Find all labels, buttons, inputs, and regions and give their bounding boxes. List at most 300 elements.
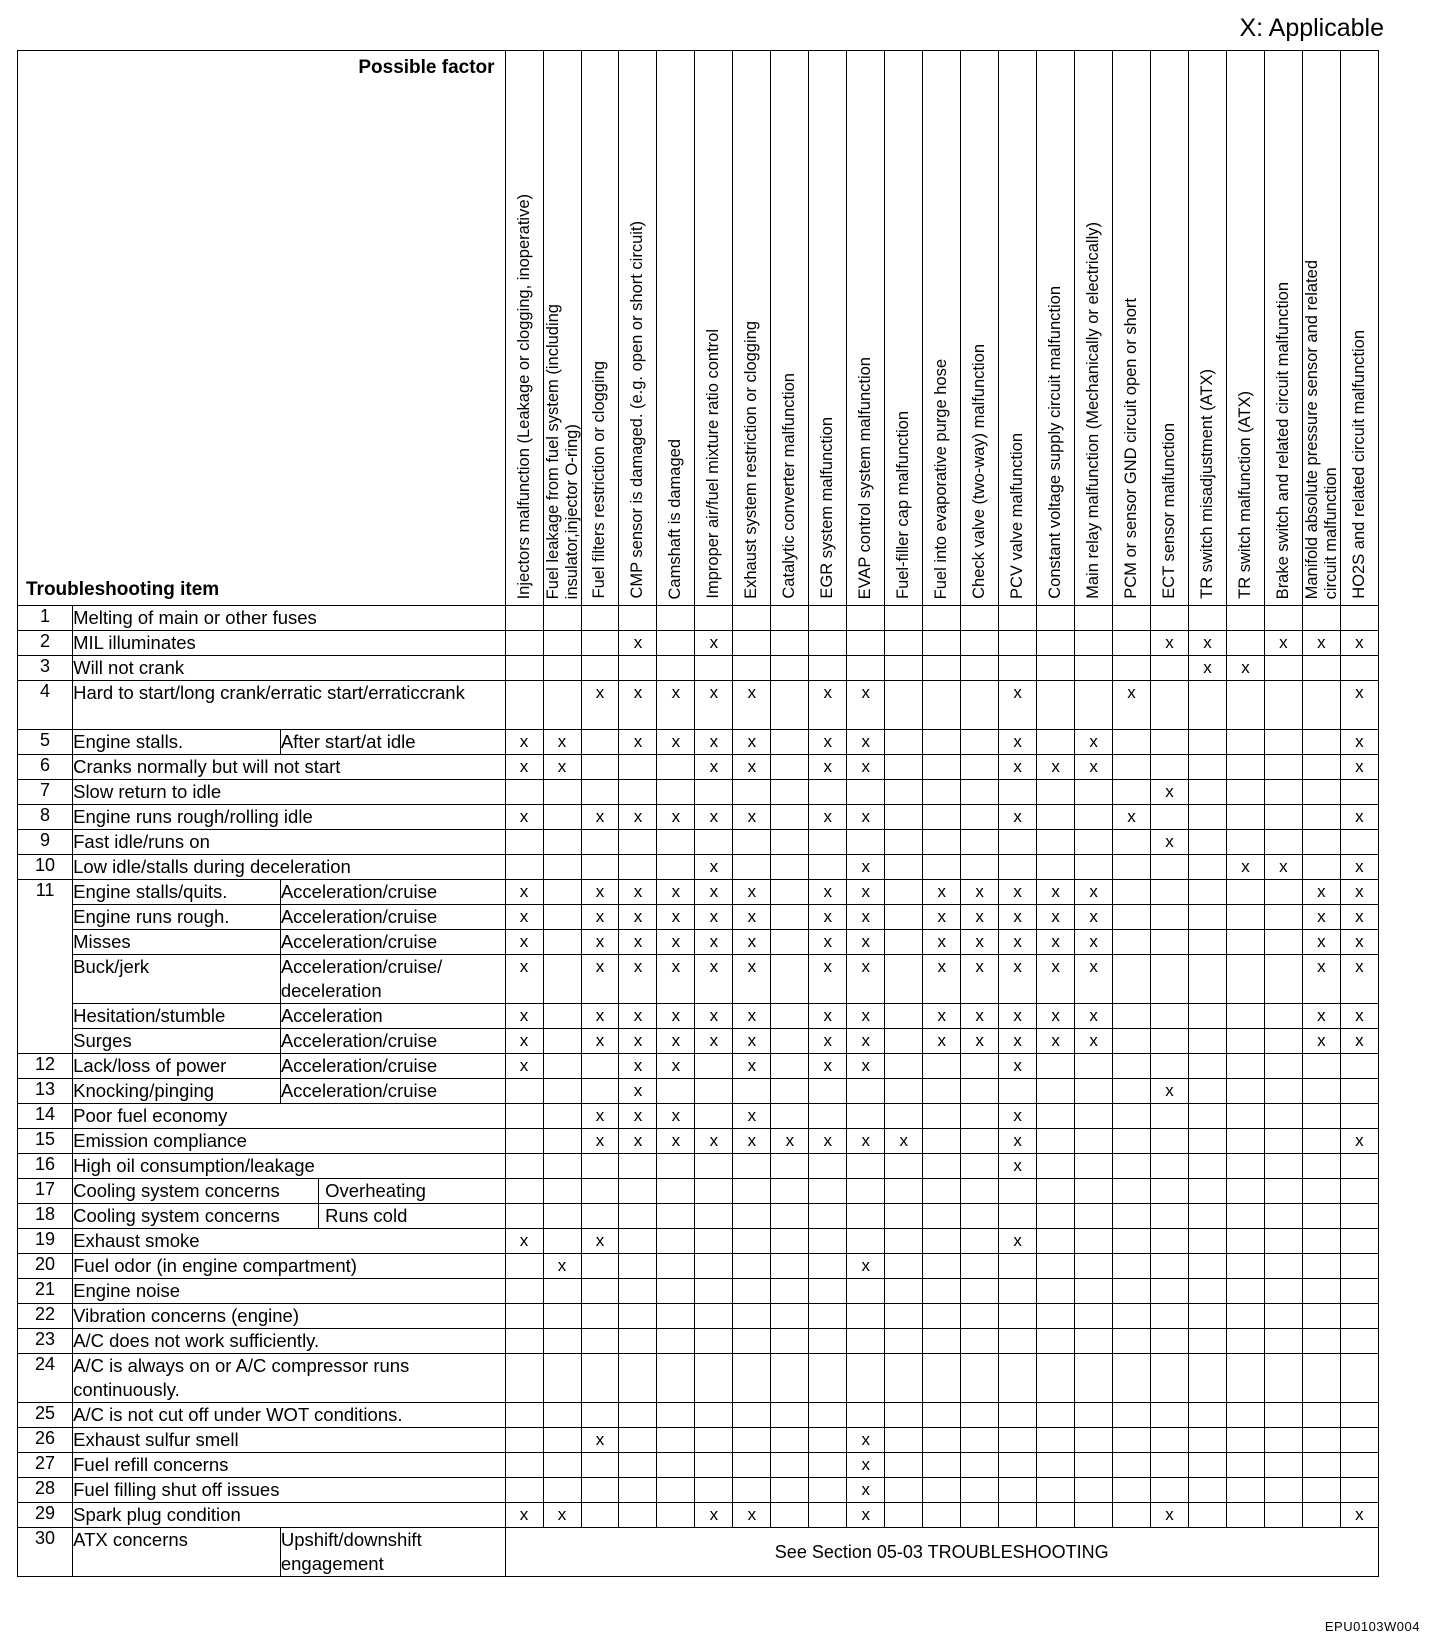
applicable-cell (771, 1054, 809, 1079)
row-number-cell: 29 (18, 1503, 73, 1528)
item-description-cell: High oil consumption/leakage (73, 1154, 505, 1179)
applicable-cell (543, 1004, 581, 1029)
applicable-cell (885, 1354, 923, 1403)
applicable-cell (619, 1428, 657, 1453)
applicable-cell (619, 755, 657, 780)
applicable-cell (1226, 1129, 1264, 1154)
applicable-cell (1113, 1054, 1151, 1079)
applicable-cell (1189, 1079, 1227, 1104)
applicable-cell (543, 1154, 581, 1179)
applicable-cell (657, 1154, 695, 1179)
applicable-cell (733, 1179, 771, 1204)
applicable-mark: x (847, 930, 885, 955)
applicable-cell (657, 1254, 695, 1279)
applicable-mark: x (999, 905, 1037, 930)
applicable-mark: x (1340, 1029, 1378, 1054)
applicable-cell (695, 1204, 733, 1229)
applicable-cell (1151, 656, 1189, 681)
applicable-cell (809, 1329, 847, 1354)
applicable-cell (695, 1428, 733, 1453)
applicable-cell (1075, 1154, 1113, 1179)
factor-label (742, 321, 761, 599)
applicable-mark: x (695, 880, 733, 905)
applicable-mark: x (1340, 930, 1378, 955)
applicable-cell (961, 1453, 999, 1478)
row-number-cell: 5 (18, 730, 73, 755)
applicable-cell (923, 681, 961, 730)
item-description-cell: Fuel refill concerns (73, 1453, 505, 1478)
condition-cell: Acceleration/cruise (280, 1079, 505, 1104)
applicable-mark: x (733, 1503, 771, 1528)
applicable-mark: x (999, 955, 1037, 1004)
table-row (18, 755, 1417, 780)
applicable-cell (619, 855, 657, 880)
applicable-cell (1226, 830, 1264, 855)
applicable-cell (505, 1329, 543, 1354)
table-row (18, 1029, 1417, 1054)
applicable-cell (1037, 855, 1075, 880)
applicable-cell (695, 1054, 733, 1079)
applicable-cell (999, 1204, 1037, 1229)
applicable-cell (961, 1129, 999, 1154)
applicable-cell (1113, 1279, 1151, 1304)
applicable-cell (1189, 1428, 1227, 1453)
applicable-cell (1340, 1279, 1378, 1304)
applicable-cell (1340, 606, 1378, 631)
applicable-cell (809, 1279, 847, 1304)
applicable-cell (1189, 1329, 1227, 1354)
applicable-cell (505, 855, 543, 880)
factor-label-line: Fuel into evaporative purge hose (932, 358, 951, 599)
applicable-cell (771, 1029, 809, 1054)
table-row (18, 1229, 1417, 1254)
applicable-cell (733, 1329, 771, 1354)
applicable-cell (657, 631, 695, 656)
row-number-cell: 30 (18, 1528, 73, 1577)
figure-code: EPU0103W004 (1324, 1619, 1420, 1634)
table-row (18, 1154, 1417, 1179)
applicable-cell (1264, 1129, 1302, 1154)
applicable-mark: x (733, 930, 771, 955)
applicable-cell (961, 1229, 999, 1254)
item-description-cell: Engine runs rough. (73, 905, 281, 930)
applicable-cell (885, 1054, 923, 1079)
applicable-cell (1302, 1104, 1340, 1129)
applicable-cell (885, 1478, 923, 1503)
item-description-cell: Buck/jerk (73, 955, 281, 1004)
applicable-mark: x (999, 681, 1037, 730)
applicable-cell (1113, 1329, 1151, 1354)
applicable-cell (1302, 805, 1340, 830)
item-description-cell: A/C does not work sufficiently. (73, 1329, 505, 1354)
condition-text: Overheating (318, 1179, 426, 1203)
row-number-cell: 14 (18, 1104, 73, 1129)
factor-label-line: CMP sensor is damaged. (e.g. open or short circuit) (628, 221, 647, 599)
applicable-mark: x (657, 1129, 695, 1154)
applicable-mark: x (733, 805, 771, 830)
applicable-cell (885, 905, 923, 930)
applicable-cell (1302, 1279, 1340, 1304)
applicable-mark: x (999, 1129, 1037, 1154)
applicable-cell (733, 855, 771, 880)
applicable-cell (1226, 1478, 1264, 1503)
table-row (18, 730, 1417, 755)
applicable-mark: x (733, 755, 771, 780)
applicable-mark: x (581, 681, 619, 730)
applicable-cell (619, 656, 657, 681)
table-row (18, 656, 1417, 681)
row-number-cell: 19 (18, 1229, 73, 1254)
applicable-mark: x (1340, 1503, 1378, 1528)
applicable-cell (1151, 805, 1189, 830)
applicable-cell (771, 1403, 809, 1428)
applicable-mark: x (505, 1503, 543, 1528)
applicable-mark: x (657, 1104, 695, 1129)
applicable-mark: x (619, 730, 657, 755)
applicable-mark: x (999, 730, 1037, 755)
applicable-cell (619, 1154, 657, 1179)
applicable-cell (961, 1154, 999, 1179)
applicable-mark: x (1340, 755, 1378, 780)
possible-factor-heading: Possible factor (358, 57, 495, 78)
applicable-cell (1226, 681, 1264, 730)
table-row (18, 1329, 1417, 1354)
item-description-cell: A/C is always on or A/C compressor runs continuously. (73, 1354, 505, 1403)
row-number-cell: 26 (18, 1428, 73, 1453)
factor-label (1198, 369, 1217, 599)
applicable-mark: x (809, 755, 847, 780)
applicable-cell (1226, 1304, 1264, 1329)
applicable-cell (1264, 905, 1302, 930)
applicable-cell (505, 656, 543, 681)
applicable-cell (961, 1304, 999, 1329)
applicable-cell (543, 1079, 581, 1104)
applicable-cell (543, 830, 581, 855)
applicable-cell (733, 1154, 771, 1179)
applicable-mark: x (1113, 681, 1151, 730)
applicable-cell (1189, 1403, 1227, 1428)
applicable-cell (1264, 730, 1302, 755)
applicable-cell (885, 606, 923, 631)
applicable-cell (1264, 1254, 1302, 1279)
applicable-cell (1037, 780, 1075, 805)
factor-label-line: TR switch malfunction (ATX) (1235, 391, 1254, 599)
item-description-cell: ATX concerns (73, 1528, 281, 1577)
factor-label-line: EVAP control system malfunction (856, 356, 875, 599)
applicable-cell (1226, 631, 1264, 656)
applicable-cell (1075, 1104, 1113, 1129)
item-description-cell: Knocking/pinging (73, 1079, 281, 1104)
applicable-cell (771, 1304, 809, 1329)
applicable-mark: x (1340, 1004, 1378, 1029)
applicable-cell (733, 1229, 771, 1254)
applicable-cell (771, 1154, 809, 1179)
applicable-mark: x (1340, 805, 1378, 830)
applicable-cell (809, 1179, 847, 1204)
applicable-cell (695, 830, 733, 855)
applicable-cell (1075, 855, 1113, 880)
item-description-cell: Engine noise (73, 1279, 505, 1304)
factor-header-cell (581, 51, 619, 606)
applicable-cell (923, 1354, 961, 1403)
applicable-mark: x (847, 1004, 885, 1029)
applicable-cell (581, 1503, 619, 1528)
applicable-cell (1113, 1179, 1151, 1204)
applicable-cell (1151, 905, 1189, 930)
table-row (18, 930, 1417, 955)
applicable-mark: x (1075, 755, 1113, 780)
applicable-cell (961, 1204, 999, 1229)
factor-label (1160, 423, 1179, 599)
applicable-cell (1151, 1403, 1189, 1428)
applicable-cell (1340, 1079, 1378, 1104)
applicable-cell (505, 1304, 543, 1329)
row-number-cell: 3 (18, 656, 73, 681)
applicable-cell (1264, 1054, 1302, 1079)
applicable-cell (1264, 681, 1302, 730)
applicable-cell (809, 1428, 847, 1453)
applicable-cell (505, 1453, 543, 1478)
applicable-cell (657, 1503, 695, 1528)
applicable-cell (1075, 805, 1113, 830)
applicable-cell (1302, 755, 1340, 780)
applicable-mark: x (961, 1029, 999, 1054)
applicable-cell (771, 681, 809, 730)
applicable-cell (961, 1279, 999, 1304)
applicable-cell (923, 780, 961, 805)
applicable-cell (1226, 1004, 1264, 1029)
applicable-cell (657, 780, 695, 805)
applicable-cell (999, 1329, 1037, 1354)
factor-label (932, 359, 951, 599)
applicable-cell (771, 1204, 809, 1229)
applicable-cell (505, 1478, 543, 1503)
factor-label-line: Fuel-filler cap malfunction (894, 411, 913, 599)
factor-header-cell (923, 51, 961, 606)
applicable-cell (923, 1254, 961, 1279)
applicable-cell (543, 1029, 581, 1054)
applicable-mark: x (657, 880, 695, 905)
applicable-cell (1226, 730, 1264, 755)
applicable-cell (733, 631, 771, 656)
applicable-cell (1189, 955, 1227, 1004)
applicable-mark: x (809, 1054, 847, 1079)
applicable-cell (733, 1354, 771, 1403)
applicable-cell (771, 1329, 809, 1354)
table-row (18, 855, 1417, 880)
applicable-mark: x (619, 905, 657, 930)
applicable-mark: x (581, 955, 619, 1004)
applicable-cell (1302, 1329, 1340, 1354)
applicable-cell (1189, 1179, 1227, 1204)
applicable-mark: x (999, 1029, 1037, 1054)
applicable-mark: x (505, 955, 543, 1004)
applicable-cell (581, 656, 619, 681)
table-row (18, 1503, 1417, 1528)
applicable-cell (505, 1129, 543, 1154)
item-description-cell: Fast idle/runs on (73, 830, 505, 855)
factor-label (970, 344, 989, 599)
applicable-cell (961, 631, 999, 656)
applicable-cell (1302, 1254, 1340, 1279)
applicable-cell (657, 1354, 695, 1403)
applicable-cell (885, 855, 923, 880)
applicable-mark: x (1075, 905, 1113, 930)
applicable-cell (961, 1179, 999, 1204)
applicable-cell (1340, 1204, 1378, 1229)
row-number-cell: 16 (18, 1154, 73, 1179)
applicable-cell (1264, 1329, 1302, 1354)
applicable-mark: x (999, 1229, 1037, 1254)
row-number-cell: 25 (18, 1403, 73, 1428)
applicable-cell (1302, 1054, 1340, 1079)
applicable-cell (1113, 1453, 1151, 1478)
applicable-cell (619, 1478, 657, 1503)
applicable-cell (809, 606, 847, 631)
applicable-mark: x (505, 880, 543, 905)
applicable-cell (543, 805, 581, 830)
applicable-cell (999, 1254, 1037, 1279)
applicable-cell (695, 1453, 733, 1478)
applicable-cell (1189, 755, 1227, 780)
applicable-cell (1151, 1129, 1189, 1154)
applicable-mark: x (657, 1054, 695, 1079)
applicable-cell (657, 1279, 695, 1304)
applicable-mark: x (847, 1453, 885, 1478)
applicable-cell (733, 780, 771, 805)
factor-header-cell (733, 51, 771, 606)
applicable-cell (581, 1079, 619, 1104)
factor-label (1008, 433, 1027, 599)
applicable-cell (581, 1204, 619, 1229)
applicable-mark: x (999, 1154, 1037, 1179)
applicable-cell (543, 955, 581, 1004)
applicable-cell (1037, 1503, 1075, 1528)
factor-label-line: insulator,injector O-ring) (562, 423, 581, 599)
factor-label-line: Injectors malfunction (Leakage or clogging, inoperative) (514, 193, 533, 599)
applicable-mark: x (619, 1129, 657, 1154)
applicable-cell (543, 855, 581, 880)
item-description-text: Cooling system concerns (73, 1180, 280, 1201)
applicable-mark: x (1151, 1503, 1189, 1528)
factor-header-cell (1075, 51, 1113, 606)
applicable-mark: x (581, 1129, 619, 1154)
condition-cell: Acceleration (280, 1004, 505, 1029)
factor-label-line: Camshaft is damaged (666, 438, 685, 599)
applicable-cell (847, 656, 885, 681)
applicable-cell (1264, 805, 1302, 830)
applicable-cell (847, 1104, 885, 1129)
applicable-cell (923, 1129, 961, 1154)
applicable-cell (999, 1304, 1037, 1329)
applicable-cell (695, 656, 733, 681)
applicable-cell (885, 930, 923, 955)
factor-label-line: HO2S and related circuit malfunction (1349, 330, 1368, 599)
applicable-mark: x (581, 1104, 619, 1129)
applicable-cell (1151, 880, 1189, 905)
applicable-mark: x (809, 1029, 847, 1054)
condition-cell: Acceleration/cruise/ deceleration (280, 955, 505, 1004)
table-row (18, 805, 1417, 830)
applicable-cell (1037, 830, 1075, 855)
applicable-cell (1189, 681, 1227, 730)
factor-label (515, 194, 534, 599)
applicable-mark: x (1113, 805, 1151, 830)
applicable-cell (771, 1503, 809, 1528)
applicable-cell (1151, 1453, 1189, 1478)
factor-header-cell (1113, 51, 1151, 606)
applicable-cell (581, 1403, 619, 1428)
applicable-cell (1226, 1254, 1264, 1279)
applicable-cell (885, 1503, 923, 1528)
applicable-cell (1113, 1129, 1151, 1154)
applicable-cell (809, 1304, 847, 1329)
applicable-cell (1151, 681, 1189, 730)
applicable-cell (543, 1104, 581, 1129)
applicable-cell (999, 1453, 1037, 1478)
applicable-cell (1037, 1304, 1075, 1329)
applicable-cell (543, 1478, 581, 1503)
applicable-cell (1189, 1004, 1227, 1029)
table-row (18, 1179, 1417, 1204)
applicable-cell (1113, 606, 1151, 631)
item-description-cell: Slow return to idle (73, 780, 505, 805)
applicable-cell (885, 780, 923, 805)
applicable-mark: x (809, 730, 847, 755)
applicable-cell (619, 606, 657, 631)
applicable-mark: x (581, 805, 619, 830)
applicable-cell (809, 855, 847, 880)
applicable-cell (771, 755, 809, 780)
table-row (18, 1079, 1417, 1104)
applicable-cell (1264, 1304, 1302, 1329)
applicable-cell (1113, 755, 1151, 780)
applicable-mark: x (1302, 905, 1340, 930)
applicable-mark: x (581, 1229, 619, 1254)
applicable-cell (961, 755, 999, 780)
applicable-cell (923, 855, 961, 880)
applicable-cell (923, 1204, 961, 1229)
applicable-mark: x (1037, 1004, 1075, 1029)
applicable-mark: x (1302, 1004, 1340, 1029)
applicable-mark: x (657, 1029, 695, 1054)
applicable-cell (619, 1503, 657, 1528)
applicable-cell (1226, 1204, 1264, 1229)
applicable-mark: x (695, 805, 733, 830)
applicable-cell (1113, 1403, 1151, 1428)
applicable-mark: x (657, 905, 695, 930)
applicable-cell (1037, 1329, 1075, 1354)
row-number-cell: 23 (18, 1329, 73, 1354)
applicable-cell (581, 780, 619, 805)
factor-label (1084, 222, 1103, 599)
applicable-cell (1302, 830, 1340, 855)
applicable-cell (1113, 1304, 1151, 1329)
condition-cell: Acceleration/cruise (280, 880, 505, 905)
applicable-cell (771, 780, 809, 805)
applicable-cell (1075, 1478, 1113, 1503)
applicable-cell (1151, 1428, 1189, 1453)
applicable-mark: x (505, 730, 543, 755)
applicable-mark: x (695, 855, 733, 880)
applicable-mark: x (847, 730, 885, 755)
applicable-cell (1264, 1279, 1302, 1304)
applicable-cell (695, 1229, 733, 1254)
applicable-cell (1113, 1079, 1151, 1104)
applicable-cell (1075, 1254, 1113, 1279)
applicable-cell (885, 955, 923, 1004)
applicable-cell (961, 1403, 999, 1428)
